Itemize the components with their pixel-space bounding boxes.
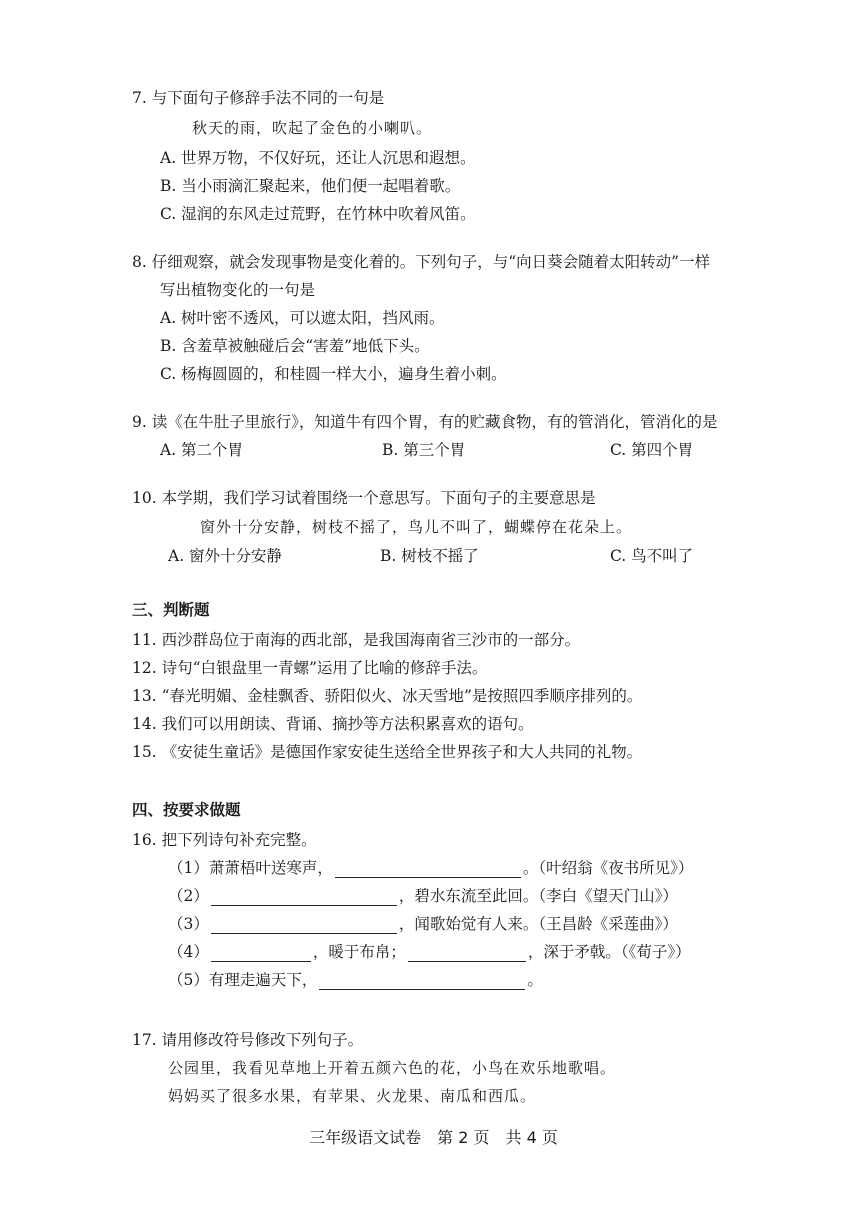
page-footer: 三年级语文试卷 第 2 页 共 4 页 (309, 1128, 558, 1147)
judge-item-11: 11. 西沙群岛位于南海的西北部，是我国海南省三沙市的一部分。 (132, 631, 581, 649)
q16-line-5-text: 有理走遍天下， (208, 971, 318, 989)
q16-line-1-source: 。（叶绍翁《夜书所见》） (522, 859, 694, 877)
judge-item-13: 13. “春光明媚、金桂飘香、骄阳似火、冰天雪地”是按照四季顺序排列的。 (132, 687, 643, 705)
q10-option-c: C. 鸟不叫了 (610, 547, 694, 565)
q16-line-3 (168, 914, 678, 934)
q16-line-4-middle: ，暖于布帛； (312, 943, 406, 961)
q16-line-1-number: （1） (168, 859, 209, 877)
q16-line-1 (168, 858, 693, 878)
q8-stem-line2: 写出植物变化的一句是 (160, 281, 316, 299)
q9-stem: 9. 读《在牛肚子里旅行》，知道牛有四个胃，有的贮藏食物，有的管消化，管消化的是 (132, 413, 718, 431)
q16-line-5-number: （5） (168, 971, 209, 989)
q16-line-2 (168, 886, 678, 906)
q16-blank-5[interactable] (319, 975, 525, 990)
q16-line-3-source: ，闻歌始觉有人来。（王昌龄《采莲曲》） (398, 915, 678, 933)
q8-option-b: B. 含羞草被触碰后会“害羞”地低下头。 (160, 337, 430, 355)
judge-item-14: 14. 我们可以用朗读、背诵、摘抄等方法积累喜欢的语句。 (132, 715, 534, 733)
q16-blank-3[interactable] (211, 919, 397, 934)
q7-stem: 7. 与下面句子修辞手法不同的一句是 (132, 89, 385, 107)
q16-line-2-source: ，碧水东流至此回。（李白《望天门山》） (398, 887, 678, 905)
q8-option-c: C. 杨梅圆圆的，和桂圆一样大小，遍身生着小刺。 (160, 365, 507, 383)
q7-option-b: B. 当小雨滴汇聚起来，他们便一起唱着歌。 (160, 177, 461, 195)
q7-quote: 秋天的雨，吹起了金色的小喇叭。 (192, 119, 433, 137)
q9-option-c: C. 第四个胃 (610, 441, 694, 459)
q16-line-3-number: （3） (168, 915, 209, 933)
q8-stem-line1: 8. 仔细观察，就会发现事物是变化着的。下列句子，与“向日葵会随着太阳转动”一样 (132, 253, 711, 271)
q8-option-a: A. 树叶密不透风，可以遮太阳，挡风雨。 (160, 309, 445, 327)
q10-option-a: A. 窗外十分安静 (168, 547, 283, 565)
section4-title: 四、按要求做题 (132, 801, 241, 819)
q16-blank-1[interactable] (335, 863, 521, 878)
q17-sentence-1: 公园里，我看见草地上开着五颜六色的花，小鸟在欢乐地歌唱。 (168, 1059, 617, 1077)
q16-stem: 16. 把下列诗句补充完整。 (132, 831, 317, 849)
q16-blank-4a[interactable] (211, 947, 311, 962)
q16-blank-2[interactable] (211, 891, 397, 906)
q9-option-a: A. 第二个胃 (160, 441, 244, 459)
q16-line-4-source: ，深于矛戟。（《荀子》） (527, 943, 691, 961)
q16-line-4 (168, 942, 691, 962)
q16-line-4-number: （4） (168, 943, 209, 961)
q10-quote: 窗外十分安静，树枝不摇了，鸟儿不叫了，蝴蝶停在花朵上。 (200, 518, 633, 536)
q17-stem: 17. 请用修改符号修改下列句子。 (132, 1031, 364, 1049)
q7-option-a: A. 世界万物，不仅好玩，还让人沉思和遐想。 (160, 149, 476, 167)
judge-item-12: 12. 诗句“白银盘里一青螺”运用了比喻的修辞手法。 (132, 659, 488, 677)
q10-stem: 10. 本学期，我们学习试着围绕一个意思写。下面句子的主要意思是 (132, 489, 596, 507)
q7-option-c: C. 湿润的东风走过荒野，在竹林中吹着风笛。 (160, 205, 476, 223)
q17-sentence-2: 妈妈买了很多水果，有苹果、火龙果、南瓜和西瓜。 (168, 1087, 537, 1105)
judge-item-15: 15. 《安徒生童话》是德国作家安徒生送给全世界孩子和大人共同的礼物。 (132, 743, 643, 761)
q16-line-5-end: 。 (527, 971, 543, 989)
q16-line-2-number: （2） (168, 887, 209, 905)
q10-option-b: B. 树枝不摇了 (380, 547, 479, 565)
q16-blank-4b[interactable] (408, 947, 526, 962)
q16-line-1-text: 萧萧梧叶送寒声， (208, 859, 333, 877)
section3-title: 三、判断题 (132, 601, 210, 619)
q9-option-b: B. 第三个胃 (382, 441, 466, 459)
q16-line-5 (168, 970, 543, 990)
